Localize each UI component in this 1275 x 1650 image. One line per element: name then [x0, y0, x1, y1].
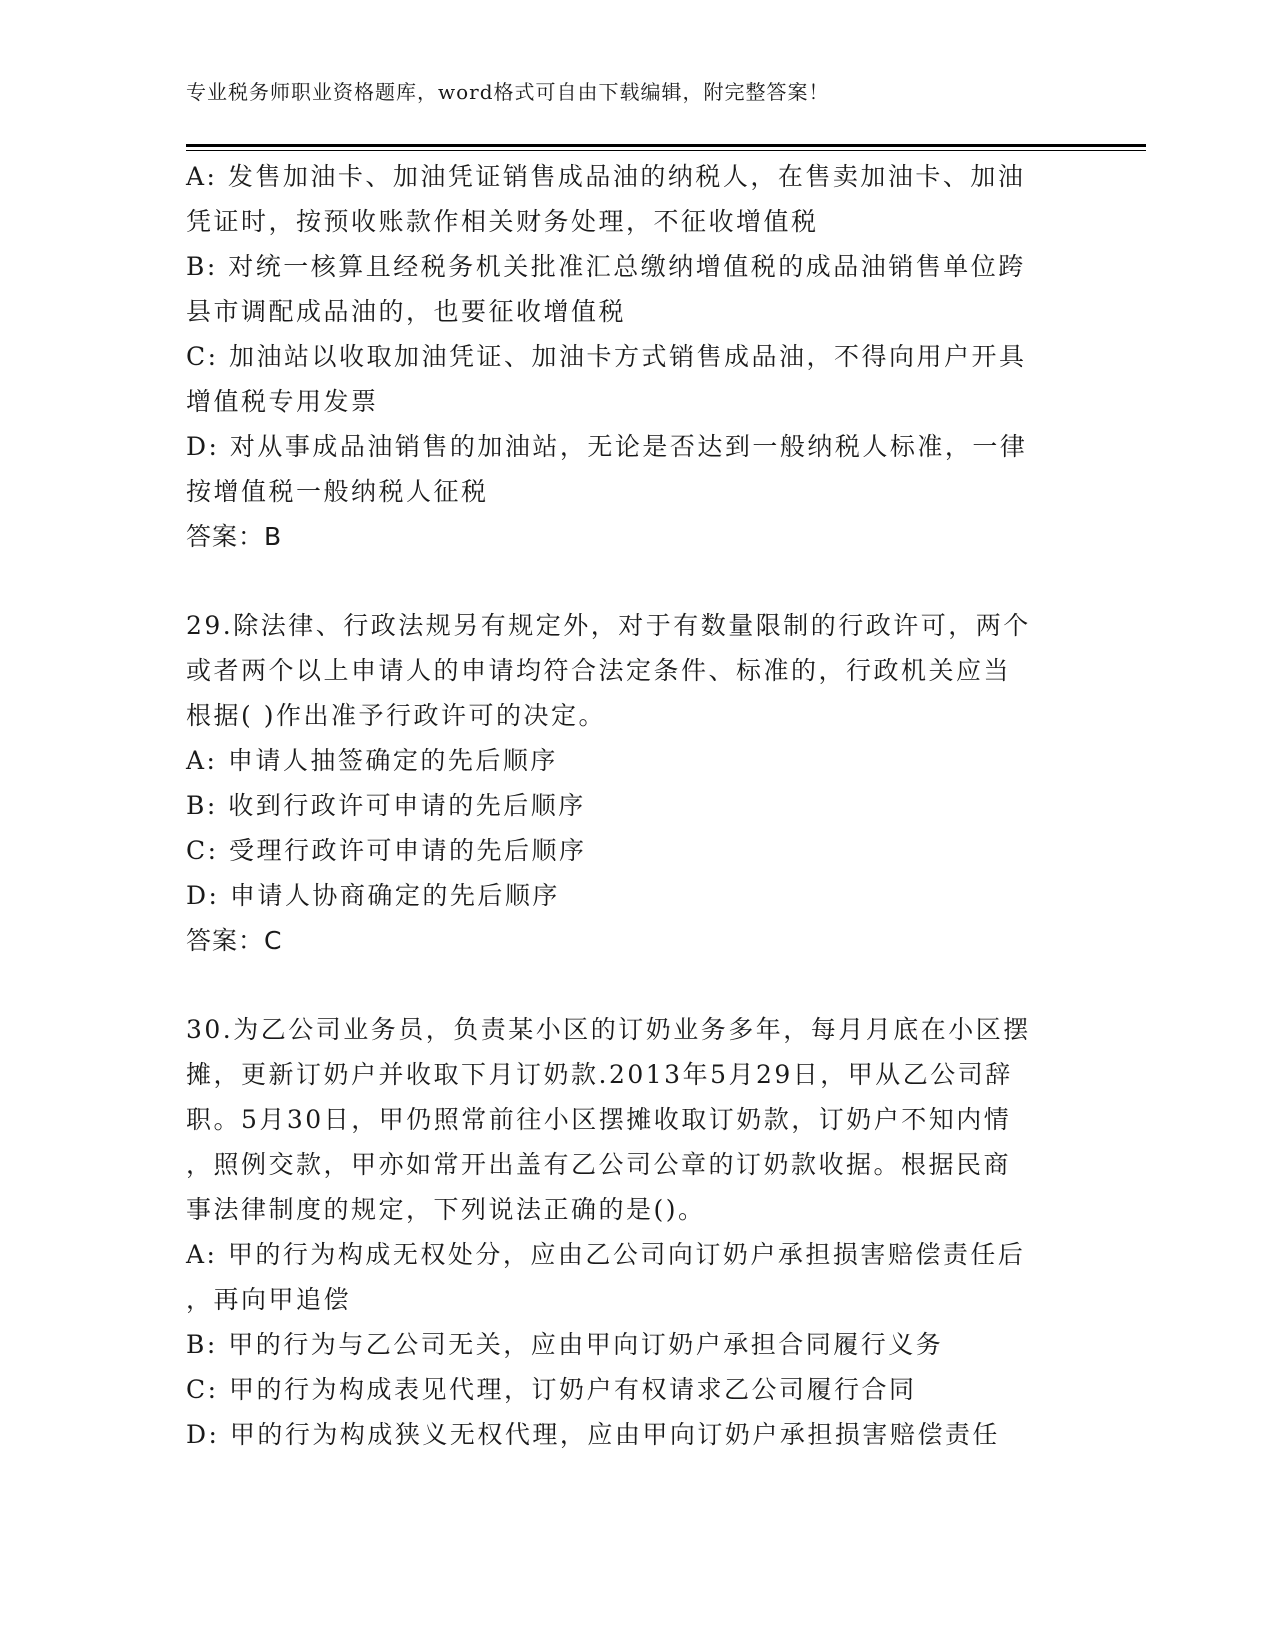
option-line: C: 加油站以收取加油凭证、加油卡方式销售成品油，不得向用户开具 — [186, 342, 1027, 371]
question-spacer — [186, 963, 1106, 1007]
option-c: C: 甲的行为构成表见代理，订奶户有权请求乙公司履行合同 — [186, 1375, 917, 1404]
option-a — [186, 154, 1106, 244]
option-b: B: 甲的行为与乙公司无关，应由甲向订奶户承担合同履行义务 — [186, 1330, 944, 1359]
question-stem-line: 根据( )作出准予行政许可的决定。 — [186, 701, 606, 730]
option-b — [186, 244, 1106, 334]
option-d: D: 申请人协商确定的先后顺序 — [186, 881, 560, 910]
option-line: B: 对统一核算且经税务机关批准汇总缴纳增值税的成品油销售单位跨 — [186, 252, 1026, 281]
answer-label: 答案：B — [186, 522, 283, 551]
answer-label: 答案：C — [186, 926, 283, 955]
question-30 — [186, 1007, 1106, 1457]
option-line: ，再向甲追偿 — [186, 1285, 352, 1314]
option-b: B: 收到行政许可申请的先后顺序 — [186, 791, 586, 820]
option-a: A: 申请人抽签确定的先后顺序 — [186, 746, 558, 775]
option-c: C: 受理行政许可申请的先后顺序 — [186, 836, 587, 865]
option-line: A: 甲的行为构成无权处分，应由乙公司向订奶户承担损害赔偿责任后 — [186, 1240, 1026, 1269]
question-stem-line: 摊，更新订奶户并收取下月订奶款.2013年5月29日，甲从乙公司辞 — [186, 1060, 1013, 1089]
question-stem-line: 职。5月30日，甲仍照常前往小区摆摊收取订奶款，订奶户不知内情 — [186, 1105, 1012, 1134]
header-rule-thin — [186, 150, 1146, 151]
option-line: 按增值税一般纳税人征税 — [186, 477, 489, 506]
option-line: 增值税专用发票 — [186, 387, 379, 416]
option-line: A: 发售加油卡、加油凭证销售成品油的纳税人，在售卖加油卡、加油 — [186, 162, 1026, 191]
option-a — [186, 1232, 1106, 1322]
question-29 — [186, 603, 1106, 963]
question-stem-line: 事法律制度的规定，下列说法正确的是()。 — [186, 1195, 706, 1224]
option-line: 凭证时，按预收账款作相关财务处理，不征收增值税 — [186, 207, 819, 236]
question-28 — [186, 154, 1106, 559]
option-d: D: 甲的行为构成狭义无权代理，应由甲向订奶户承担损害赔偿责任 — [186, 1420, 1000, 1449]
option-c — [186, 334, 1106, 424]
document-body — [186, 154, 1106, 1457]
header-rule-thick — [186, 144, 1146, 147]
question-spacer — [186, 559, 1106, 603]
question-stem-line: 29.除法律、行政法规另有规定外，对于有数量限制的行政许可，两个 — [186, 611, 1031, 640]
question-stem-line: 30.为乙公司业务员，负责某小区的订奶业务多年，每月月底在小区摆 — [186, 1015, 1031, 1044]
question-stem-line: ，照例交款，甲亦如常开出盖有乙公司公章的订奶款收据。根据民商 — [186, 1150, 1012, 1179]
question-stem-line: 或者两个以上申请人的申请均符合法定条件、标准的，行政机关应当 — [186, 656, 1012, 685]
option-line: 县市调配成品油的，也要征收增值税 — [186, 297, 627, 326]
page-header: 专业税务师职业资格题库，word格式可自由下载编辑，附完整答案！ — [186, 80, 830, 104]
option-line: D: 对从事成品油销售的加油站，无论是否达到一般纳税人标准，一律 — [186, 432, 1028, 461]
option-d — [186, 424, 1106, 514]
